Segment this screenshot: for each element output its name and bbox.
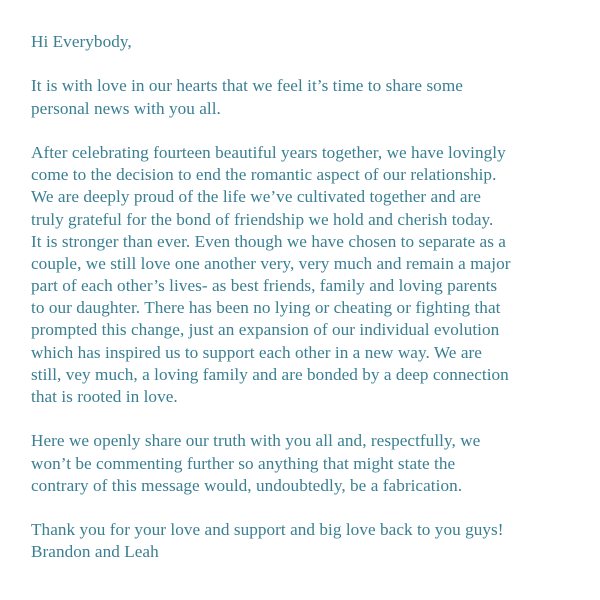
paragraph-gap xyxy=(31,497,591,519)
letter-body xyxy=(31,31,591,564)
signature-line: Brandon and Leah xyxy=(31,542,159,562)
paragraph-gap xyxy=(31,120,591,142)
paragraph-line: which has inspired us to support each other in a new way. We are xyxy=(31,342,482,362)
greeting-paragraph xyxy=(31,31,591,53)
paragraph-line: prompted this change, just an expansion of our individual evolution xyxy=(31,320,500,340)
paragraph-line: We are deeply proud of the life we’ve cultivated together and are xyxy=(31,187,481,207)
paragraph-line: won’t be commenting further so anything that might state the xyxy=(31,453,456,473)
paragraph-line: couple, we still love one another very, very much and remain a major xyxy=(31,253,511,273)
paragraph-line: It is stronger than ever. Even though we have chosen to separate as a xyxy=(31,231,506,251)
paragraph-line: part of each other’s lives- as best friends, family and loving parents xyxy=(31,276,498,296)
paragraph-line: After celebrating fourteen beautiful years together, we have lovingly xyxy=(31,142,506,162)
greeting-line: Hi Everybody, xyxy=(31,32,132,51)
paragraph-line: that is rooted in love. xyxy=(31,387,178,406)
paragraph-line: It is with love in our hearts that we feel it’s time to share some xyxy=(31,76,463,96)
paragraph-1 xyxy=(31,75,591,119)
paragraph-line: personal news with you all. xyxy=(31,98,221,118)
paragraph-line: truly grateful for the bond of friendship we hold and cherish today. xyxy=(31,209,494,229)
paragraph-2 xyxy=(31,142,591,408)
paragraph-3 xyxy=(31,430,591,497)
closing-line: Thank you for your love and support and big love back to you guys! xyxy=(31,520,504,540)
paragraph-line: Here we openly share our truth with you all and, respectfully, we xyxy=(31,431,481,451)
paragraph-line: contrary of this message would, undoubtedly, be a fabrication. xyxy=(31,475,463,495)
paragraph-gap xyxy=(31,53,591,75)
paragraph-line: to our daughter. There has been no lying or cheating or fighting that xyxy=(31,298,501,318)
paragraph-line: come to the decision to end the romantic aspect of our relationship. xyxy=(31,165,497,185)
closing-paragraph xyxy=(31,519,591,563)
paragraph-gap xyxy=(31,408,591,430)
paragraph-line: still, vey much, a loving family and are bonded by a deep connection xyxy=(31,364,509,384)
